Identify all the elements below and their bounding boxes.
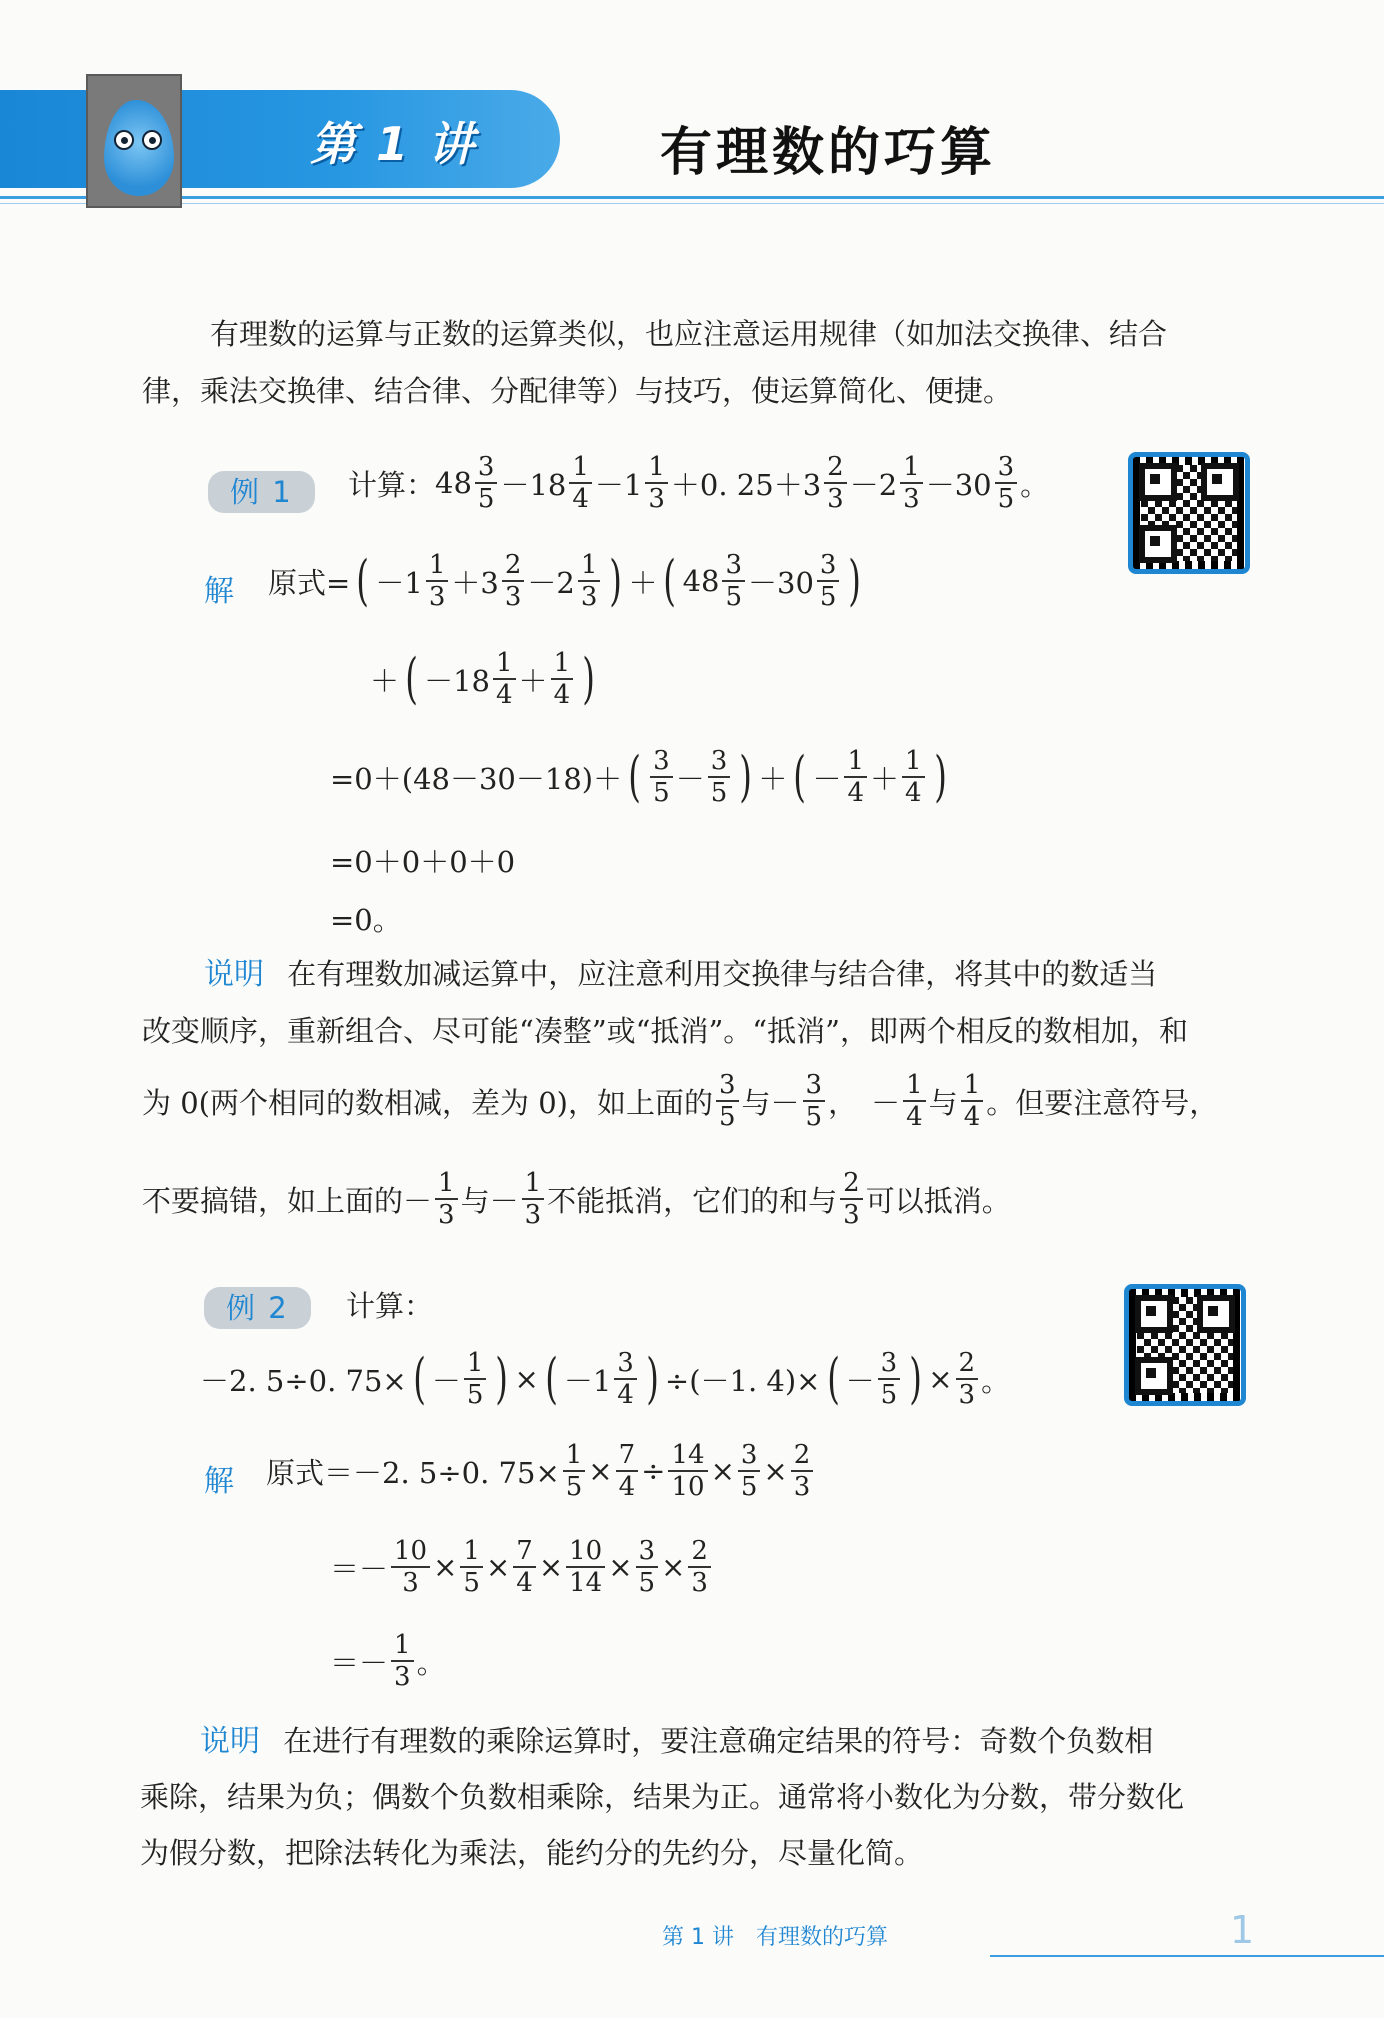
- note-line-3d: 与: [928, 1085, 958, 1120]
- note-line-1: 在进行有理数的乘除运算时，要注意确定结果的符号：奇数个负数相: [283, 1724, 1154, 1758]
- qr-code-icon[interactable]: [1124, 1284, 1246, 1406]
- example-1-badge-label: 例 1: [208, 471, 315, 513]
- example-2-note-line-2: 乘除，结果为负；偶数个负数相乘除，结果为正。通常将小数化为分数，带分数化: [140, 1780, 1185, 1814]
- mascot-eye-left: [114, 130, 134, 150]
- example-2-prompt: 计算：: [346, 1289, 434, 1323]
- example-1-badge: [208, 470, 315, 511]
- note-line-1: 在有理数加减运算中，应注意利用交换律与结合律，将其中的数适当: [287, 957, 1158, 991]
- example-2-expression: －2. 5÷0. 75× ( － $\frac{1}{5}$ ) × ( －1 $\frac{3}{4}$ ) ÷(－1. 4)× ( － $\frac{3}{5}$ ) × $\frac{2}{3}$ 。: [200, 1347, 1011, 1410]
- note-line-4a: 不要搞错，如上面的: [142, 1183, 404, 1218]
- qr-code-icon[interactable]: [1128, 452, 1250, 574]
- note-label: 说明: [204, 957, 264, 992]
- example-1-note-line-3: 为 0(两个相同的数相减，差为 0)，如上面的 $\frac{3}{5}$ 与 － $\frac{3}{5}$ ， － $\frac{1}{4}$ 与 $\frac{1}{4}$ 。但要注意符号，: [142, 1070, 1219, 1132]
- note-line-3b: 与: [741, 1085, 771, 1120]
- example-2-note: [200, 1712, 1153, 1771]
- intro-line-2: 律，乘法交换律、结合律、分配律等）与技巧，使运算简化、便捷。: [142, 374, 1013, 408]
- example-1-solution-label: [204, 566, 234, 610]
- example-1-step-1: 原式= ( －1 $\frac{1}{3}$ ＋3 $\frac{2}{3}$ －2 $\frac{1}{3}$ ) ＋ ( 48 $\frac{3}{5}$ －30 $\frac{3}{5}$ ): [268, 549, 862, 612]
- header-rule-thin: [0, 203, 1384, 204]
- example-2-badge: [204, 1286, 311, 1327]
- note-line-4d: 可以抵消。: [865, 1183, 1011, 1218]
- header-rule: [0, 196, 1384, 199]
- page-number: 1: [1230, 1908, 1255, 1952]
- intro-line-1: 有理数的运算与正数的运算类似，也应注意运用规律（如加法交换律、结合: [210, 317, 1168, 351]
- example-1-note-line-4: 不要搞错，如上面的 － $\frac{1}{3}$ 与 － $\frac{1}{3}$ 不能抵消，它们的和与 $\frac{2}{3}$ 可以抵消。: [142, 1168, 1011, 1230]
- solution-start: 原式＝: [266, 1455, 354, 1490]
- example-2-step-3: ＝－ $\frac{1}{3}$ 。: [330, 1630, 446, 1692]
- note-label: 说明: [200, 1724, 260, 1759]
- example-1-step-4: =0＋0＋0＋0: [330, 845, 516, 879]
- footer-title: 第 1 讲 有理数的巧算: [662, 1925, 888, 1950]
- step-3-text: =0＋(48－30－18)＋: [330, 761, 623, 796]
- example-1-note: [204, 945, 1157, 1004]
- example-1-step-2: ＋ ( －18 $\frac{1}{4}$ ＋ $\frac{1}{4}$ ): [370, 647, 595, 710]
- example-1-note-line-2: 改变顺序，重新组合、尽可能“凑整”或“抵消”。“抵消”，即两个相反的数相加，和: [142, 1014, 1188, 1048]
- mascot-eye-right: [142, 130, 162, 150]
- example-1-prompt: 计算：: [348, 467, 436, 502]
- page-title: 有理数的巧算: [660, 123, 997, 183]
- example-2-note-line-3: 为假分数，把除法转化为乘法，能约分的先约分，尽量化简。: [140, 1836, 924, 1870]
- example-1-expression: 计算： 48 $\frac{3}{5}$ －18 $\frac{1}{4}$ －1 $\frac{1}{3}$ ＋0. 25＋3 $\frac{2}{3}$ －2 $\frac{1}{3}$ －30 $\frac{3}{5}$ 。: [348, 452, 1050, 514]
- example-2-badge-label: 例 2: [204, 1287, 311, 1329]
- example-2-solution-label: [204, 1456, 234, 1500]
- solution-start: 原式=: [268, 565, 351, 600]
- note-line-3a: 为 0(两个相同的数相减，差为 0)，如上面的: [142, 1085, 713, 1120]
- note-line-3e: 。但要注意符号，: [986, 1085, 1219, 1120]
- note-line-4c: 不能抵消，它们的和与: [547, 1183, 838, 1218]
- note-line-3c: ，: [828, 1085, 858, 1120]
- solution-label: 解: [204, 1464, 234, 1499]
- footer-rule: [990, 1955, 1384, 1957]
- example-2-step-2: ＝－ $\frac{10}{3}$ × $\frac{1}{5}$ × $\frac{7}{4}$ × $\frac{10}{14}$ × $\frac{3}{5}$ × $\frac{2}{3}$: [330, 1536, 714, 1598]
- lecture-number: 第 1 讲: [310, 117, 477, 171]
- example-1-step-3: =0＋(48－30－18)＋ ( $\frac{3}{5}$ － $\frac{3}{5}$ ) ＋ ( － $\frac{1}{4}$ ＋ $\frac{1}{4}$ ): [330, 745, 947, 808]
- example-2-step-1: 原式＝ －2. 5÷0. 75× $\frac{1}{5}$ × $\frac{7}{4}$ ÷ $\frac{14}{10}$ × $\frac{3}{5}$ × $\frac{2}{3}$: [266, 1440, 816, 1502]
- note-line-4b: 与: [460, 1183, 490, 1218]
- solution-label: 解: [204, 574, 234, 609]
- example-1-step-5: =0。: [330, 903, 402, 937]
